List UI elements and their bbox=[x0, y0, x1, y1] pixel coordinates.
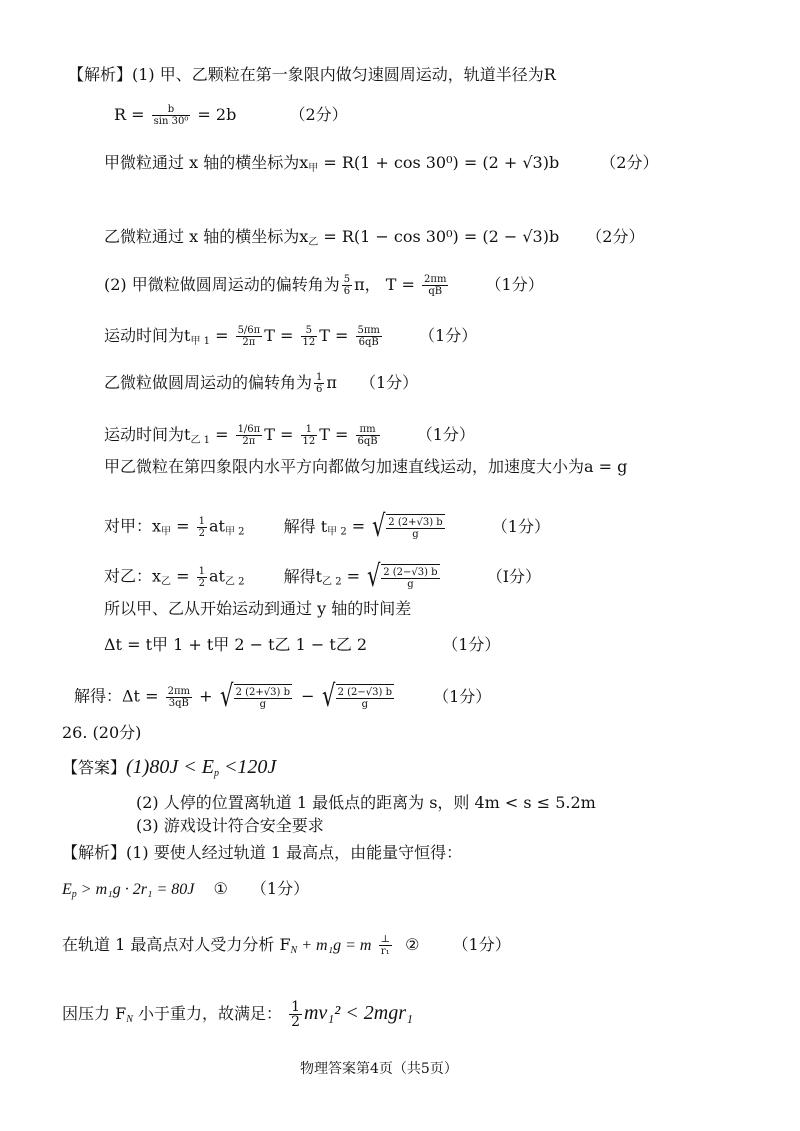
time-b-frac2-num: 1 bbox=[305, 424, 313, 435]
time-a-text: 运动时间为t bbox=[104, 326, 191, 345]
deflection-a bbox=[104, 274, 544, 297]
answer-1-sub: p bbox=[213, 768, 219, 779]
equation-1-tail: > m₁g · 2r₁ = 80J bbox=[76, 881, 195, 898]
for-a-sub: 甲 bbox=[161, 526, 172, 538]
period-den: qB bbox=[422, 285, 448, 297]
time-a-frac2-den: 12 bbox=[302, 337, 316, 348]
answer-1: (1)80J < E bbox=[126, 756, 214, 778]
equation-3-num: 1 bbox=[291, 999, 300, 1015]
solve-b-sqrt bbox=[367, 564, 441, 590]
solve-b-eq: = bbox=[341, 566, 361, 586]
final-sqrt-b bbox=[322, 684, 396, 710]
radius-fraction bbox=[152, 104, 191, 127]
radius-rhs: = 2b bbox=[197, 105, 237, 124]
time-a-sub: 甲 1 bbox=[190, 336, 210, 347]
equation-2-sub: N bbox=[290, 945, 298, 956]
for-a-at: at bbox=[209, 516, 225, 536]
for-b-points: （Ⅰ分） bbox=[486, 566, 542, 586]
xa-equation bbox=[104, 152, 658, 180]
answer-line-1 bbox=[62, 756, 276, 785]
radius-fraction-num: b bbox=[167, 104, 175, 115]
deflection-b-num: 1 bbox=[316, 372, 323, 383]
radius-lhs: R = bbox=[114, 105, 145, 124]
for-a-at-sub: 甲 2 bbox=[224, 526, 245, 538]
final-text: 解得：Δt = bbox=[74, 686, 159, 706]
time-b-mid: T = bbox=[264, 425, 294, 444]
equation-2-points: （1分） bbox=[452, 935, 511, 954]
deflection-a-text: (2) 甲微粒做圆周运动的偏转角为 bbox=[104, 275, 340, 294]
for-b-at: at bbox=[209, 566, 225, 586]
equation-3-tail: mv₁² < 2mgr₁ bbox=[303, 1002, 413, 1024]
for-a-half-num: 1 bbox=[198, 515, 205, 527]
final-sqrt-b-num: √ 2 (2−√3) b bbox=[337, 687, 392, 698]
time-a-frac1-den: 2π bbox=[236, 336, 263, 348]
solve-a-text: 解得 t bbox=[283, 516, 328, 536]
xb-text: 乙微粒通过 x 轴的横坐标为x bbox=[104, 227, 309, 246]
solve-a-sqrt-num: √ 2 (2+√3) b bbox=[388, 517, 443, 528]
solve-b-sqrt-den: g bbox=[381, 578, 439, 590]
for-a-text: 对甲：x bbox=[104, 516, 162, 536]
radius-equation bbox=[114, 104, 348, 127]
xb-points: （2分） bbox=[586, 227, 645, 246]
equation-1 bbox=[62, 878, 309, 906]
deflection-a-den: 6 bbox=[343, 286, 351, 297]
time-b-frac3-num: πm bbox=[359, 424, 376, 435]
time-b-text: 运动时间为t bbox=[104, 425, 191, 444]
solve-b-sub: 乙 2 bbox=[322, 576, 342, 588]
equation-3 bbox=[62, 1000, 413, 1031]
solve-a-sub: 甲 2 bbox=[327, 526, 347, 538]
for-b-half-num: 1 bbox=[198, 565, 205, 577]
deflection-b-fraction bbox=[314, 372, 324, 395]
for-b-half-den: 2 bbox=[198, 577, 205, 589]
question-26-header: 26. (20分) bbox=[62, 723, 142, 742]
xb-equation bbox=[104, 226, 644, 254]
solve-a-sqrt bbox=[372, 514, 446, 540]
period-num: 2πm bbox=[424, 274, 447, 285]
time-a-points: （1分） bbox=[419, 326, 478, 345]
equation-3-fraction bbox=[289, 1000, 302, 1029]
deflection-a-pi: π， bbox=[354, 275, 381, 294]
time-b-points: （1分） bbox=[416, 425, 475, 444]
xb-eq: = R(1 − cos 30⁰) = (2 − √3)b bbox=[318, 227, 560, 246]
time-a-frac3-den: 6qB bbox=[356, 336, 382, 348]
final-fraction bbox=[166, 686, 192, 709]
xa-points: （2分） bbox=[600, 153, 659, 172]
for-b-at-sub: 乙 2 bbox=[224, 576, 245, 588]
for-b-eq: = bbox=[171, 566, 190, 586]
equation-3-sub: N bbox=[126, 1014, 133, 1025]
q26-analysis: 【解析】(1) 要使人经过轨道 1 最高点，由能量守恒得： bbox=[62, 843, 463, 862]
deflection-b-pi: π bbox=[326, 373, 337, 392]
final-sqrt-b-den: g bbox=[336, 698, 394, 710]
final-plus: + bbox=[199, 686, 213, 706]
solve-a-sqrt-den: g bbox=[386, 528, 444, 540]
equation-3-mid: 小于重力，故满足： bbox=[132, 1004, 282, 1023]
for-a-half-den: 2 bbox=[198, 527, 205, 539]
answer-label: 【答案】 bbox=[62, 758, 127, 777]
final-points: （1分） bbox=[433, 686, 492, 706]
deflection-a-fraction bbox=[342, 274, 352, 297]
time-a-frac2 bbox=[301, 325, 318, 348]
solve-b-text: 解得t bbox=[283, 566, 323, 586]
equation-2-text: 在轨道 1 最高点对人受力分析 F bbox=[62, 935, 291, 954]
acceleration-statement: 甲乙微粒在第四象限内水平方向都做匀加速直线运动，加速度大小为a = g bbox=[104, 457, 628, 476]
answer-1-tail: <120J bbox=[218, 756, 277, 778]
radius-points: （2分） bbox=[289, 105, 348, 124]
final-fraction-num: 2πm bbox=[167, 685, 190, 697]
answer-line-3: (3) 游戏设计符合安全要求 bbox=[136, 816, 324, 835]
equation-2 bbox=[62, 934, 511, 962]
final-sqrt-a-num: √ 2 (2+√3) b bbox=[235, 687, 290, 698]
final-result bbox=[74, 684, 491, 710]
time-b-frac1 bbox=[236, 424, 263, 447]
analysis-intro: 【解析】(1) 甲、乙颗粒在第一象限内做匀速圆周运动，轨道半径为R bbox=[68, 65, 556, 84]
time-a-frac3-num: 5πm bbox=[357, 325, 380, 336]
time-a-mid: T = bbox=[264, 326, 294, 345]
time-a-mid2: T = bbox=[319, 326, 349, 345]
period-lhs: T = bbox=[385, 275, 415, 294]
final-sqrt-a-den: g bbox=[234, 698, 292, 710]
time-a-frac1 bbox=[236, 325, 263, 348]
xa-text: 甲微粒通过 x 轴的横坐标为x bbox=[104, 153, 309, 172]
equation-2-mark: ② bbox=[405, 935, 420, 954]
time-b-frac2-den: 12 bbox=[302, 436, 316, 447]
for-a-line bbox=[104, 514, 550, 544]
for-b-text: 对乙：x bbox=[104, 566, 162, 586]
equation-2-mid: + m₁g = m bbox=[297, 937, 372, 954]
time-a-frac3 bbox=[356, 325, 382, 348]
equation-1-lhs: E bbox=[62, 881, 72, 898]
time-difference bbox=[104, 634, 500, 656]
time-a-frac2-num: 5 bbox=[305, 325, 313, 336]
period-fraction bbox=[422, 274, 448, 297]
equation-2-num: ⊥ bbox=[380, 934, 390, 945]
final-sqrt-a bbox=[220, 684, 294, 710]
for-b-half bbox=[197, 566, 207, 589]
for-b-line bbox=[104, 564, 541, 594]
for-a-points: （1分） bbox=[491, 516, 550, 536]
equation-3-den: 2 bbox=[291, 1014, 300, 1030]
deflection-b-points: （1分） bbox=[360, 373, 419, 392]
time-a: 运动时间为$t_{甲 1}$ = $\frac{5/6\pi}{2\pi}$ T = $\frac{5}{12}$ T = $\frac{5\pi m}{6qB}$ （1分） bbox=[104, 325, 478, 348]
final-fraction-den: 3qB bbox=[166, 697, 192, 709]
solve-a-eq: = bbox=[346, 516, 366, 536]
deflection-a-points: （1分） bbox=[485, 275, 544, 294]
deflection-b bbox=[104, 372, 418, 395]
answer-line-2: (2) 人停的位置离轨道 1 最低点的距离为 s，则 4m < s ≤ 5.2m bbox=[136, 793, 596, 812]
equation-1-points: （1分） bbox=[250, 879, 310, 898]
xa-eq: = R(1 + cos 30⁰) = (2 + √3)b bbox=[318, 153, 560, 172]
xb-sub: 乙 bbox=[308, 237, 319, 248]
time-b-frac2 bbox=[301, 424, 318, 447]
equation-2-fraction bbox=[379, 934, 392, 957]
deflection-a-num: 5 bbox=[343, 274, 351, 285]
equation-1-mark: ① bbox=[213, 879, 228, 898]
time-difference-eq: Δt = t甲 1 + t甲 2 − t乙 1 − t乙 2 bbox=[104, 635, 368, 654]
radius-fraction-den: sin 30⁰ bbox=[153, 116, 189, 127]
time-b-sub: 乙 1 bbox=[190, 435, 210, 446]
time-a-frac1-num: 5/6π bbox=[237, 325, 261, 336]
time-b-frac3-den: 6qB bbox=[357, 436, 378, 447]
page-footer: 物理答案第4页（共5页） bbox=[300, 1061, 458, 1077]
time-b: 运动时间为$t_{乙 1}$ = $\frac{1/6\pi}{2\pi}$ T = $\frac{1}{12}$ T = $\frac{\pi m}{6qB}$ （1分） bbox=[104, 424, 475, 447]
xa-sub: 甲 bbox=[308, 163, 319, 174]
deflection-b-text: 乙微粒做圆周运动的偏转角为 bbox=[104, 373, 313, 392]
time-b-mid2: T = bbox=[319, 425, 349, 444]
solve-b-sqrt-num: √ 2 (2−√3) b bbox=[383, 567, 438, 578]
for-a-half bbox=[197, 516, 207, 539]
time-difference-points: （1分） bbox=[442, 635, 501, 654]
time-b-frac1-den: 2π bbox=[236, 435, 263, 447]
deflection-b-den: 6 bbox=[316, 384, 323, 395]
time-difference-intro: 所以甲、乙从开始运动到通过 y 轴的时间差 bbox=[104, 599, 412, 618]
for-a-eq: = bbox=[171, 516, 190, 536]
for-b-sub: 乙 bbox=[161, 576, 172, 588]
equation-3-text: 因压力 F bbox=[62, 1004, 127, 1023]
final-minus: − bbox=[301, 686, 315, 706]
equation-1-sub: p bbox=[71, 889, 77, 900]
time-b-frac3 bbox=[356, 424, 380, 447]
equation-2-den: r₁ bbox=[379, 945, 392, 957]
time-b-frac1-num: 1/6π bbox=[237, 424, 261, 435]
